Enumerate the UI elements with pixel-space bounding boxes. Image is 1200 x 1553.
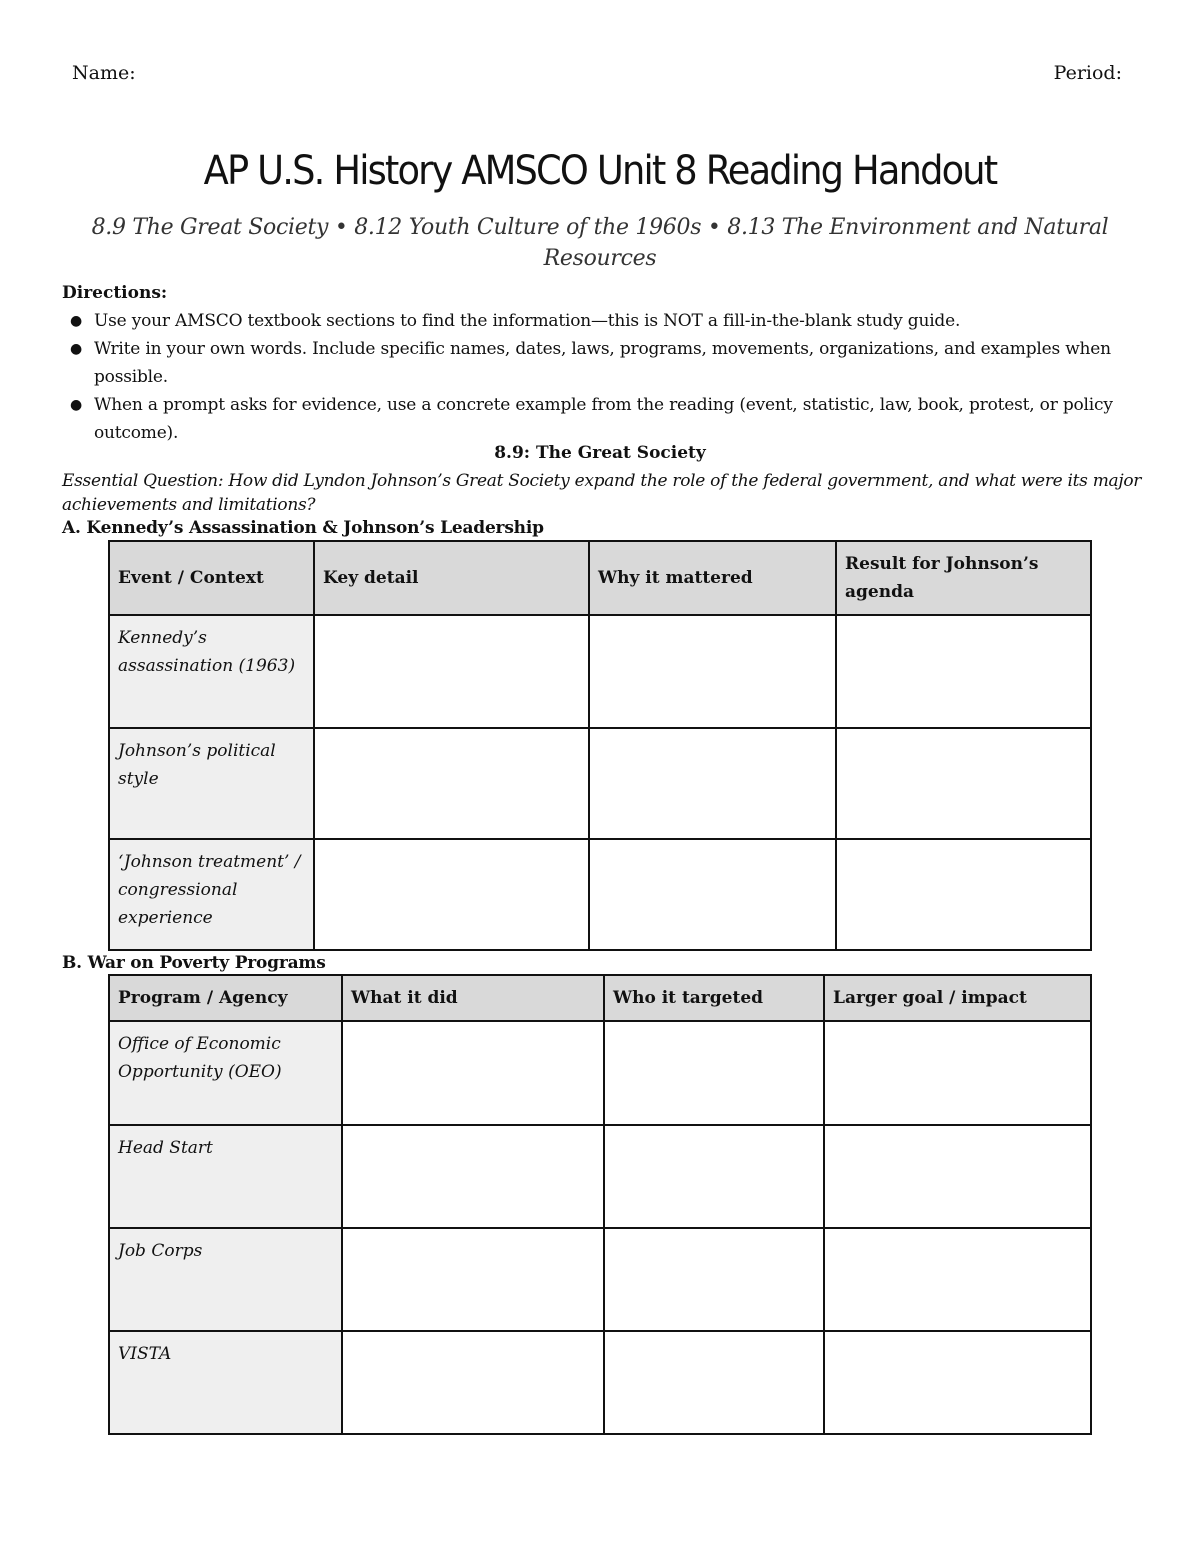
answer-cell[interactable]	[824, 1021, 1091, 1125]
bullet-icon: ●	[70, 341, 83, 357]
table-row	[109, 1331, 1091, 1434]
directions-item	[62, 335, 1142, 391]
directions-item-text: When a prompt asks for evidence, use a concrete example from the reading (event, statistic, law, book, protest, or policy outcome).	[94, 395, 1113, 443]
table-row	[109, 1125, 1091, 1228]
answer-cell[interactable]	[342, 1228, 604, 1331]
answer-cell[interactable]	[314, 728, 589, 839]
table-header-cell: Event / Context	[109, 541, 314, 615]
answer-cell[interactable]	[604, 1021, 824, 1125]
directions-heading: Directions:	[62, 283, 168, 303]
answer-cell[interactable]	[604, 1331, 824, 1434]
table-header-cell: What it did	[342, 975, 604, 1021]
answer-cell[interactable]	[589, 839, 836, 950]
table-a-title: A. Kennedy’s Assassination & Johnson’s Leadership	[62, 518, 544, 538]
answer-cell[interactable]	[314, 839, 589, 950]
bullet-icon: ●	[70, 397, 83, 413]
answer-cell[interactable]	[836, 839, 1091, 950]
table-header-cell: Why it mattered	[589, 541, 836, 615]
row-label: Kennedy’s assassination (1963)	[109, 615, 314, 728]
answer-cell[interactable]	[589, 615, 836, 728]
answer-cell[interactable]	[836, 728, 1091, 839]
table-b-title: B. War on Poverty Programs	[62, 953, 326, 973]
table-header-cell: Who it targeted	[604, 975, 824, 1021]
directions-item-text: Write in your own words. Include specific names, dates, laws, programs, movements, organizations, and examples when possible.	[94, 339, 1111, 387]
row-label: VISTA	[109, 1331, 342, 1434]
table-header-row	[109, 541, 1091, 615]
answer-cell[interactable]	[342, 1331, 604, 1434]
directions-list	[62, 307, 1142, 447]
directions-item	[62, 391, 1142, 447]
table-header-row	[109, 975, 1091, 1021]
row-label: Head Start	[109, 1125, 342, 1228]
answer-cell[interactable]	[342, 1021, 604, 1125]
answer-cell[interactable]	[604, 1125, 824, 1228]
answer-cell[interactable]	[589, 728, 836, 839]
directions	[62, 279, 1142, 447]
page-subtitle: 8.9 The Great Society • 8.12 Youth Culture of the 1960s • 8.13 The Environment and Natural Resources	[91, 215, 1109, 271]
page-title: AP U.S. History AMSCO Unit 8 Reading Handout	[203, 148, 997, 194]
table-b	[108, 974, 1092, 1435]
table-header-cell: Larger goal / impact	[824, 975, 1091, 1021]
answer-cell[interactable]	[836, 615, 1091, 728]
row-label: Johnson’s political style	[109, 728, 314, 839]
table-row	[109, 1228, 1091, 1331]
table-row	[109, 728, 1091, 839]
answer-cell[interactable]	[314, 615, 589, 728]
table-a	[108, 540, 1092, 951]
period-label: Period:	[1053, 62, 1122, 84]
answer-cell[interactable]	[604, 1228, 824, 1331]
table-header-cell: Result for Johnson’s agenda	[836, 541, 1091, 615]
row-label: ‘Johnson treatment’ / congressional experience	[109, 839, 314, 950]
row-label: Office of Economic Opportunity (OEO)	[109, 1021, 342, 1125]
table-row	[109, 1021, 1091, 1125]
name-label: Name:	[72, 62, 136, 84]
answer-cell[interactable]	[824, 1331, 1091, 1434]
section-heading: 8.9: The Great Society	[494, 443, 706, 463]
table-header-cell: Program / Agency	[109, 975, 342, 1021]
answer-cell[interactable]	[824, 1125, 1091, 1228]
table-header-cell: Key detail	[314, 541, 589, 615]
answer-cell[interactable]	[342, 1125, 604, 1228]
essential-question: Essential Question: How did Lyndon Johnson’s Great Society expand the role of the federal government, and what were its major achievements and limitations?	[62, 471, 1142, 515]
directions-item-text: Use your AMSCO textbook sections to find the information—this is NOT a fill-in-the-blank study guide.	[94, 311, 961, 331]
bullet-icon: ●	[70, 313, 83, 329]
table-row	[109, 615, 1091, 728]
table-row	[109, 839, 1091, 950]
answer-cell[interactable]	[824, 1228, 1091, 1331]
row-label: Job Corps	[109, 1228, 342, 1331]
directions-item	[62, 307, 1142, 335]
